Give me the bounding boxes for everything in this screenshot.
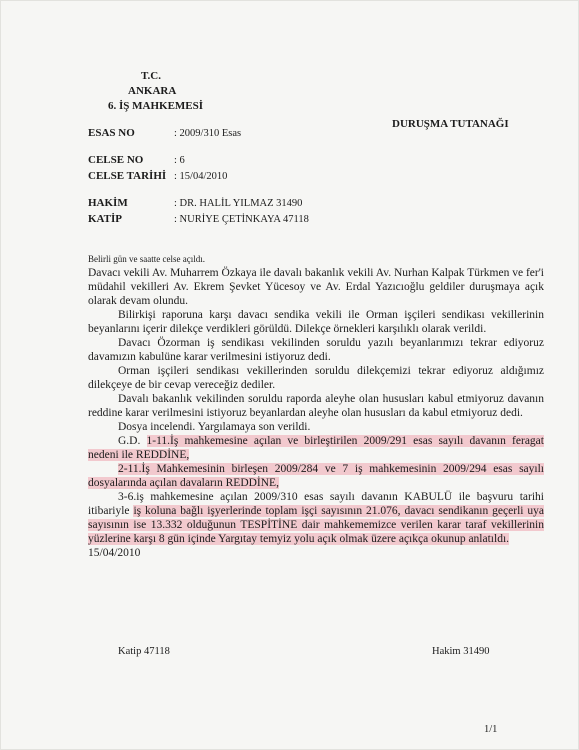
judge-label: HAKİM: [88, 197, 128, 209]
clerk-label: KATİP: [88, 213, 123, 225]
esas-value: : 2009/310 Esas: [174, 128, 242, 139]
judgment-item-2-text: 2-11.İş Mahkemesinin birleşen 2009/284 ve 7 iş mahkemesinin 2009/294 esas sayılı dosyalarında açılan davaların REDDİNE,: [88, 463, 544, 489]
judgment-item-3-intro: 3-6.iş mahkemesine açılan 2009/310 esas sayılı davanın KABULÜ ile başvuru tarihi itibariyle: [88, 491, 544, 517]
celse-value: : 6: [174, 155, 185, 166]
judgment-prefix: G.D.: [118, 435, 147, 447]
esas-label: ESAS NO: [88, 127, 135, 139]
paragraph-closing: Dosya incelendi. Yargılamaya son verildi.: [118, 421, 311, 433]
celse-date-value: : 15/04/2010: [174, 171, 228, 182]
paragraph-expert-report: Bilirkişi raporuna karşı davacı sendika vekili ile Orman işçileri sendikası vekillerinin beyanlarını içerir dilekçe verdikleri görüldü. Dilekçe örnekleri karşılıklı olarak verildi.: [88, 309, 544, 335]
paragraph-ministry-statement: Davalı bakanlık vekilinden soruldu raporda aleyhe olan hususları kabul etmiyoruz davanın reddine karar verilmesini istiyoruz beyanlardan aleyhe olan hususları da kabul etmiyoruz dedi.: [88, 393, 544, 419]
judgment-item-1-text: 1-11.İş mahkemesine açılan ve birleştirilen 2009/291 esas sayılı davanın feragat nedeni ile REDDİNE,: [88, 435, 544, 461]
judgment-item-3-text: iş koluna bağlı işyerlerinde toplam işçi sayısının 21.076, davacı sendikanın geçerli uya sayısının ise 13.332 olduğunun TESPİTİNE dair mahkememizce verilen karar taraf vekillerinin yüzlerine karşı 8 gün içinde Yargıtay temyiz yolu açık olmak üzere açıkça okunup anlatıldı.: [88, 505, 545, 545]
judgment-item-1: [88, 434, 544, 462]
court-name: 6. İŞ MAHKEMESİ: [108, 100, 204, 112]
judge-value: : DR. HALİL YILMAZ 31490: [174, 198, 303, 209]
hearing-minutes-body: [88, 252, 544, 560]
paragraph-plaintiff-statement: Davacı Özorman iş sendikası vekilinden soruldu yazılı beyanlarımızı tekrar ediyoruz davamızın kabulüne karar verilmesini istiyoruz dedi.: [88, 337, 544, 363]
opening-line: Belirli gün ve saatte celse açıldı.: [88, 254, 205, 264]
judgment-item-3: [88, 490, 544, 546]
celse-label: CELSE NO: [88, 154, 144, 166]
court-country: T.C.: [141, 70, 161, 82]
celse-date-label: CELSE TARİHİ: [88, 170, 167, 182]
paragraph-attendance: Davacı vekili Av. Muharrem Özkaya ile davalı bakanlık vekili Av. Nurhan Kalpak Türkmen ve fer'i müdahil vekilleri Av. Ekrem Şevket Yücesoy ve Av. Erdal Yazıcıoğlu geldiler duruşmaya açık olarak devam olundu.: [88, 267, 544, 307]
clerk-value: : NURİYE ÇETİNKAYA 47118: [174, 214, 309, 225]
page-number: 1/1: [484, 724, 498, 735]
decision-date: 15/04/2010: [88, 547, 141, 559]
judgment-item-2: [88, 462, 544, 490]
judge-signature: Hakim 31490: [432, 646, 490, 657]
paragraph-forest-union-statement: Orman işçileri sendikası vekillerinden soruldu dilekçemizi tekrar ediyoruz aldığımız dilekçeye de bir cevap vereceğiz dediler.: [88, 365, 544, 391]
clerk-signature: Katip 47118: [118, 646, 170, 657]
document-title: DURUŞMA TUTANAĞI: [392, 118, 509, 130]
court-city: ANKARA: [128, 85, 177, 97]
